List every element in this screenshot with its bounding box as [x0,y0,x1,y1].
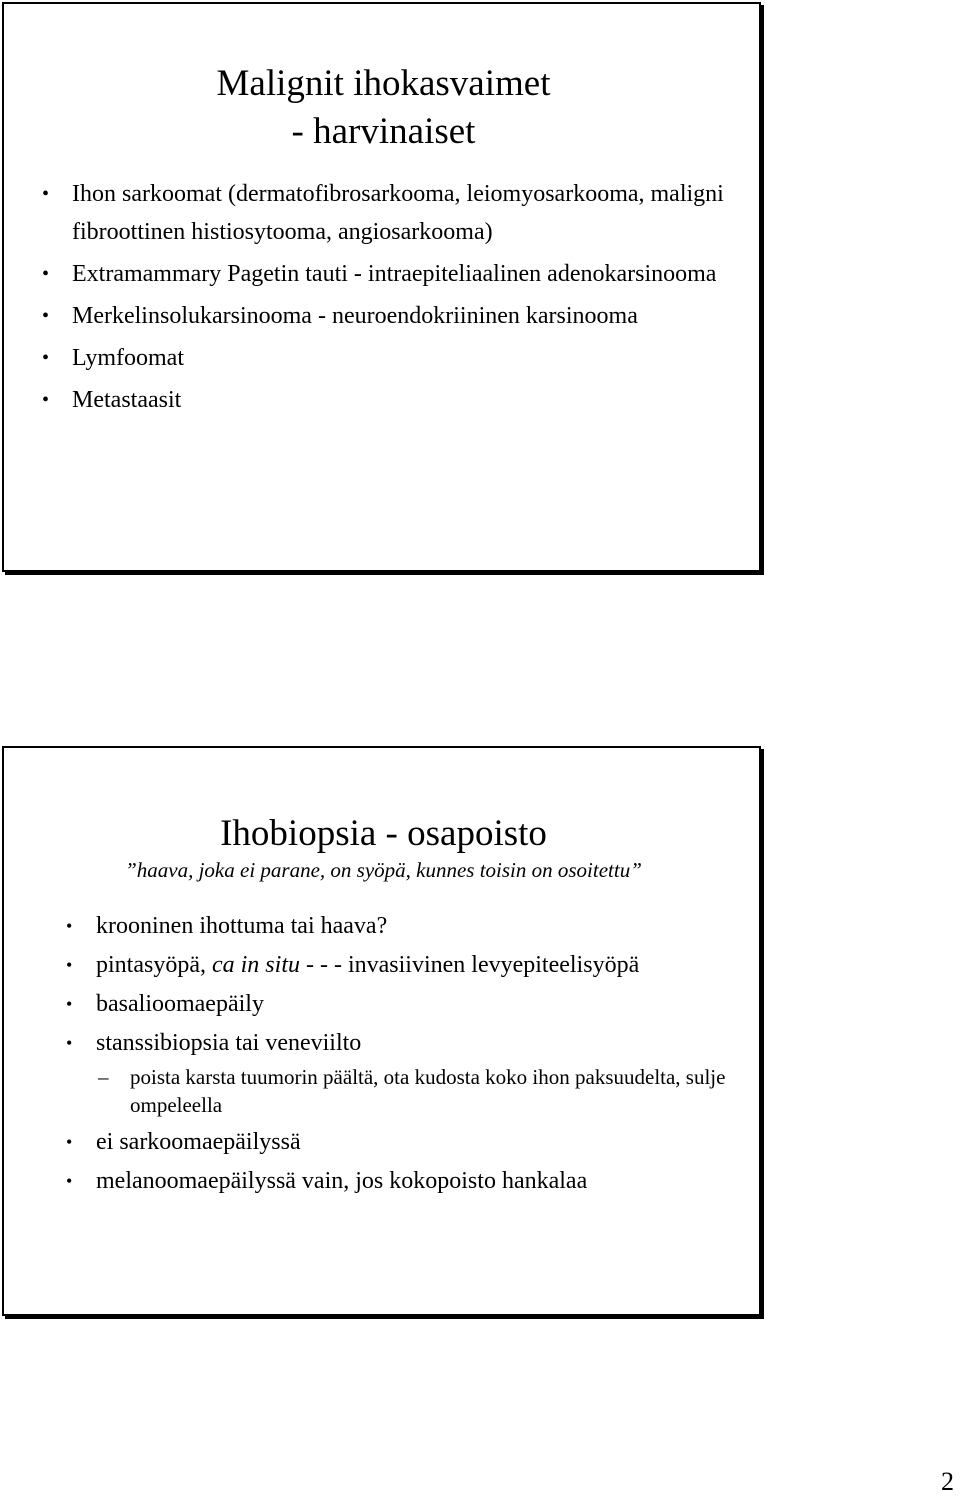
slide-1-title [4,60,763,156]
bullet-icon: • [66,1171,73,1191]
bullet-icon: • [42,263,50,285]
slide-2-bullet-list [66,910,736,1204]
bullet-icon: • [66,994,73,1014]
sub-list [96,1063,736,1119]
slide-1-title-line1: Malignit ihokasvaimet [216,63,551,104]
bullet-icon: • [42,347,50,369]
bullet-icon: • [42,305,50,327]
slide-1-title-line2: - harvinaiset [291,111,476,152]
list-item: • Merkelinsolukarsinooma - neuroendokriininen karsinooma [72,297,752,335]
dash-icon: – [98,1065,109,1089]
list-item: • ei sarkoomaepäilyssä [96,1126,736,1158]
bullet-icon: • [42,389,50,411]
bullet-icon: • [66,1132,73,1152]
list-item: • Ihon sarkoomat (dermatofibrosarkooma, leiomyosarkooma, maligni fibroottinen histiosytooma, angiosarkooma) [72,175,752,251]
list-item: • stanssibiopsia tai veneviilto – poista karsta tuumorin päältä, ota kudosta koko ihon paksuudelta, sulje ompeleella [96,1027,736,1119]
list-item: • melanoomaepäilyssä vain, jos kokopoisto hankalaa [96,1165,736,1197]
list-item: • Lymfoomat [72,339,752,377]
bullet-icon: • [66,1033,73,1053]
slide-1 [2,2,761,572]
slide-2-title: Ihobiopsia - osapoisto [220,813,547,854]
list-item: • Metastaasit [72,381,752,419]
list-item: • pintasyöpä, ca in situ - - - invasiivinen levyepiteelisyöpä [96,949,736,981]
slide-2-subtitle: ”haava, joka ei parane, on syöpä, kunnes toisin on osoitettu” [125,858,642,882]
page-number: 2 [941,1467,954,1496]
bullet-icon: • [66,916,73,936]
list-item: • basalioomaepäily [96,988,736,1020]
sub-list-item: – poista karsta tuumorin päältä, ota kudosta koko ihon paksuudelta, sulje ompeleella [98,1065,726,1117]
bullet-icon: • [66,955,73,975]
slide-2 [2,746,761,1316]
bullet-icon: • [42,183,50,205]
list-item: • Extramammary Pagetin tauti - intraepiteliaalinen adenokarsinooma [72,255,752,293]
slide-1-bullet-list [42,175,752,423]
list-item: • krooninen ihottuma tai haava? [96,910,736,942]
